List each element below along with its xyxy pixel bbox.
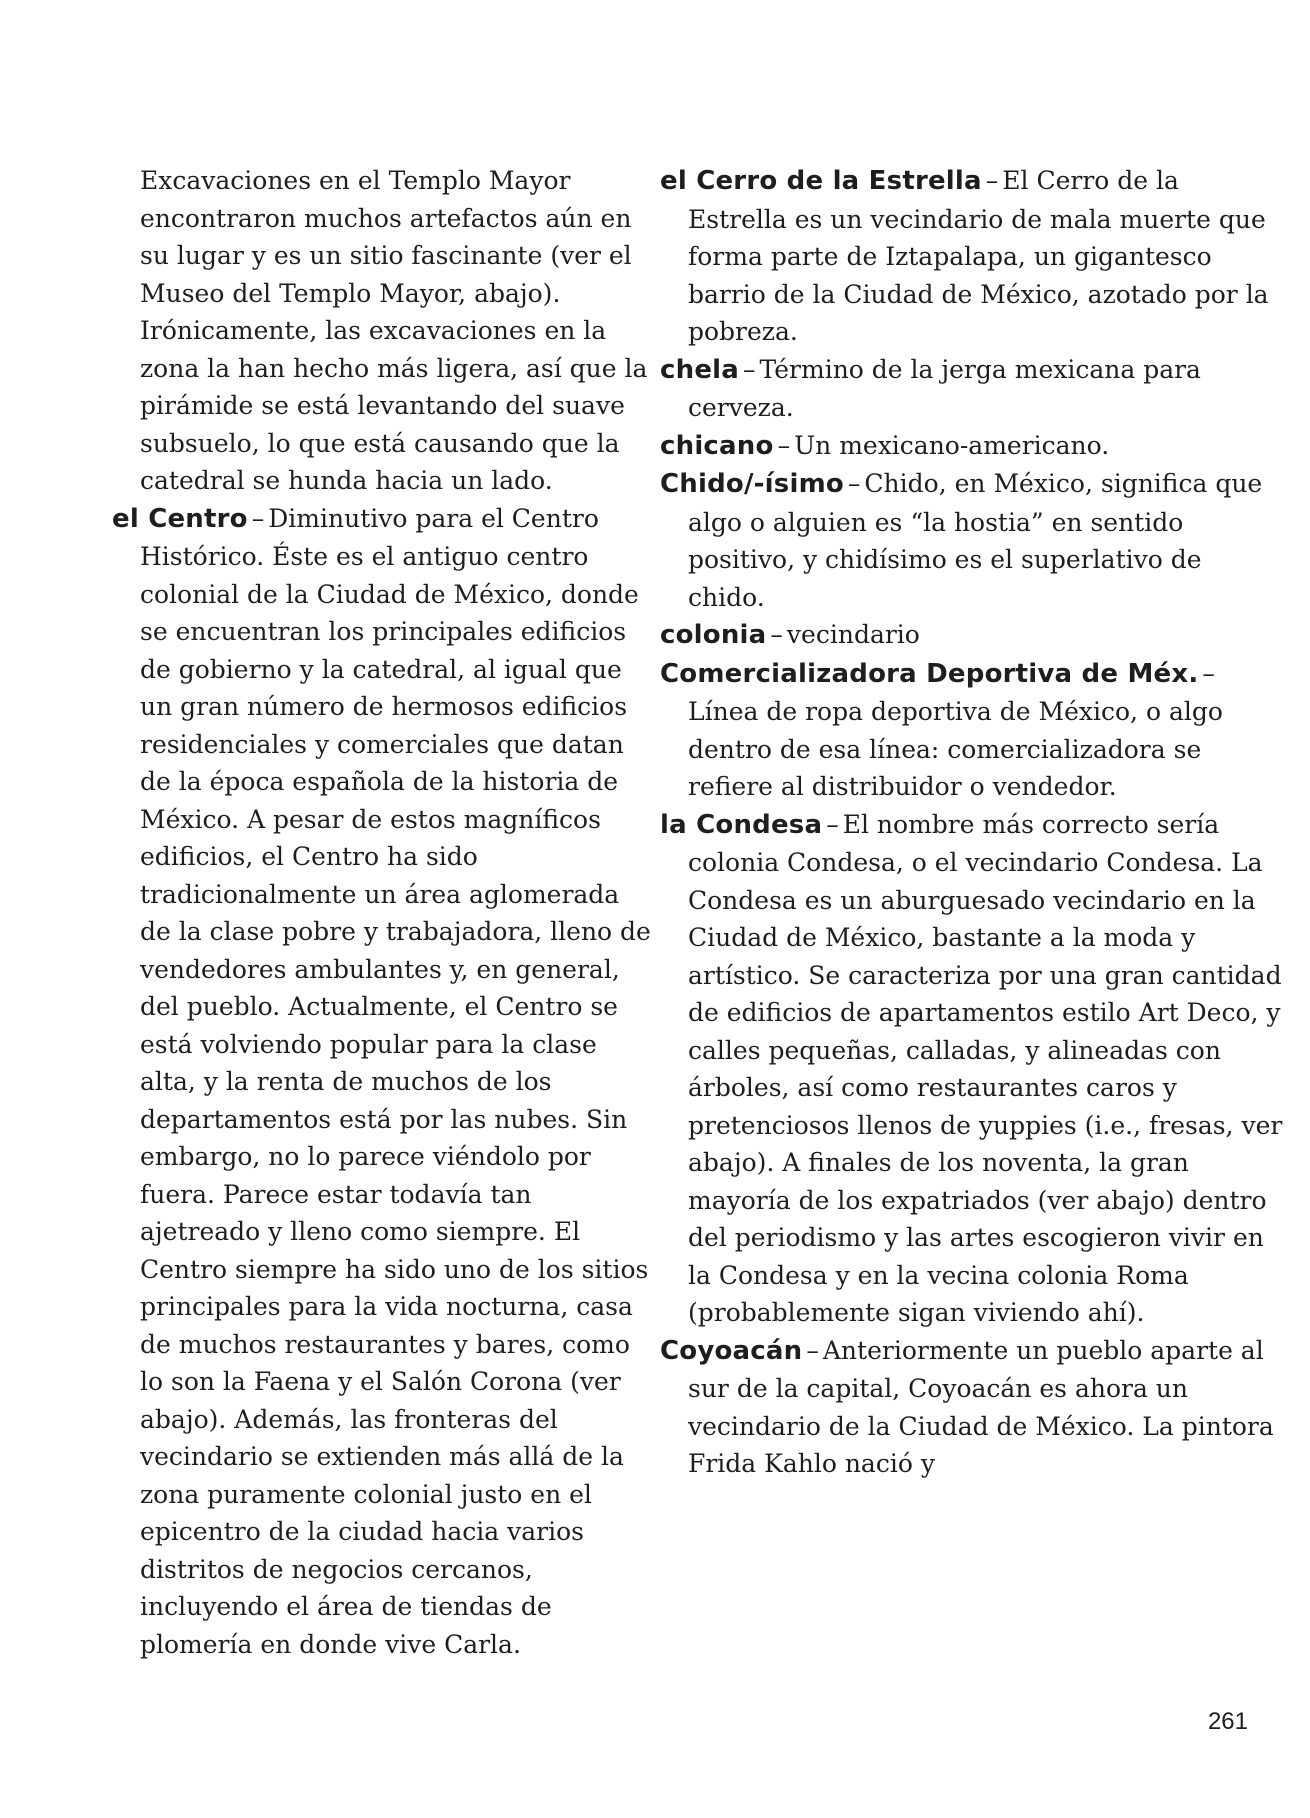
glossary-entry-chido xyxy=(660,465,1285,616)
entry-term: la Condesa xyxy=(660,809,823,840)
entry-definition: vecindario xyxy=(786,620,920,649)
entry-dash: – xyxy=(826,809,839,839)
glossary-entry-chicano xyxy=(660,427,1285,466)
entry-term: Comercializadora Deportiva de Méx. xyxy=(660,658,1199,689)
entry-term: Coyoacán xyxy=(660,1335,803,1366)
right-column xyxy=(660,162,1285,1483)
entry-term: Chido/-ísimo xyxy=(660,469,844,499)
entry-definition: El Cerro de la Estrella es un vecindario de mala muerte que forma parte de Iztapalapa, un gigantesco barrio de la Ciudad de México, azotado por la pobreza. xyxy=(688,166,1269,346)
glossary-entry-coyoacan xyxy=(660,1332,1285,1483)
entry-term: colonia xyxy=(660,620,767,650)
entry-definition: Anteriormente un pueblo aparte al sur de la capital, Coyoacán es ahora un vecindario de la Ciudad de México. La pintora Frida Kahlo nació y xyxy=(688,1335,1274,1478)
entry-dash: – xyxy=(1202,658,1215,688)
left-column xyxy=(112,162,652,1663)
entry-dash: – xyxy=(743,354,756,384)
page-number: 261 xyxy=(1207,1708,1248,1735)
entry-term: el Cerro de la Estrella xyxy=(660,166,982,196)
entry-dash: – xyxy=(847,469,861,498)
glossary-entry-la-condesa xyxy=(660,806,1285,1332)
entry-definition: Un mexicano-americano. xyxy=(794,430,1110,460)
glossary-entry-colonia xyxy=(660,616,1285,655)
entry-definition: Chido, en México, significa que algo o alguien es “la hostia” en sentido positivo, y chidísimo es el superlativo de chido. xyxy=(688,469,1263,612)
entry-dash: – xyxy=(806,1335,819,1365)
entry-definition: Término de la jerga mexicana para cerveza. xyxy=(688,354,1201,422)
glossary-entry-cerro-de-la-estrella xyxy=(660,162,1285,351)
glossary-entry-comercializadora xyxy=(660,655,1285,806)
entry-term: el Centro xyxy=(112,503,248,534)
entry-dash: – xyxy=(985,166,999,195)
entry-dash: – xyxy=(777,430,791,460)
glossary-entry-el-centro xyxy=(112,500,652,1664)
entry-dash: – xyxy=(251,503,265,533)
continuation-paragraph xyxy=(112,162,652,500)
entry-dash: – xyxy=(770,620,783,649)
continuation-text: Excavaciones en el Templo Mayor encontraron muchos artefactos aún en su lugar y es un sitio fascinante (ver el Museo del Templo Mayor, abajo). Irónicamente, las excavaciones en la zona la han hecho más ligera, así que la pirámide se está levantando del suave subsuelo, lo que está causando que la catedral se hunda hacia un lado. xyxy=(140,166,648,495)
entry-definition: Diminutivo para el Centro Histórico. Éste es el antiguo centro colonial de la Ciudad de México, donde se encuentran los principales edificios de gobierno y la catedral, al igual que un gran número de hermosos edificios residenciales y comerciales que datan de la época española de la historia de México. A pesar de estos magníficos edificios, el Centro ha sido tradicionalmente un área aglomerada de la clase pobre y trabajadora, lleno de vendedores ambulantes y, en general, del pueblo. Actualmente, el Centro se está volviendo popular para la clase alta, y la renta de muchos de los departamentos está por las nubes. Sin embargo, no lo parece viéndolo por fuera. Parece estar todavía tan ajetreado y lleno como siempre. El Centro siempre ha sido uno de los sitios principales para la vida nocturna, casa de muchos restaurantes y bares, como lo son la Faena y el Salón Corona (ver abajo). Además, las fronteras del vecindario se extienden más allá de la zona puramente colonial justo en el epicentro de la ciudad hacia varios distritos de negocios cercanos, incluyendo el área de tiendas de plomería en donde vive Carla. xyxy=(140,503,651,1659)
glossary-entry-chela xyxy=(660,351,1285,427)
entry-term: chela xyxy=(660,354,740,385)
entry-term: chicano xyxy=(660,430,774,461)
entry-definition: El nombre más correcto sería colonia Condesa, o el vecindario Condesa. La Condesa es un aburguesado vecindario en la Ciudad de México, bastante a la moda y artístico. Se caracteriza por una gran cantidad de edificios de apartamentos estilo Art Deco, y calles pequeñas, calladas, y alineadas con árboles, así como restaurantes caros y pretenciosos llenos de yuppies (i.e., fresas, ver abajo). A finales de los noventa, la gran mayoría de los expatriados (ver abajo) dentro del periodismo y las artes escogieron vivir en la Condesa y en la vecina colonia Roma (probablemente sigan viviendo ahí). xyxy=(688,809,1283,1327)
entry-definition: Línea de ropa deportiva de México, o algo dentro de esa línea: comercializadora se refiere al distribuidor o vendedor. xyxy=(688,697,1223,801)
